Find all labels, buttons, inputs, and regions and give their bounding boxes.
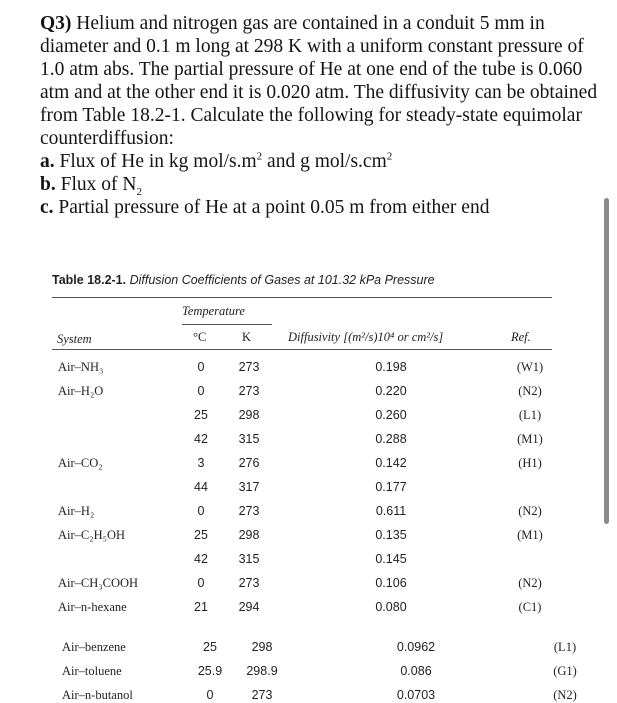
- cell-k: 273: [238, 384, 260, 398]
- cell-ref: (H1): [518, 456, 542, 470]
- table-caption: Table 18.2-1. Diffusion Coefficients of Gases at 101.32 kPa Pressure: [52, 273, 435, 287]
- cell-ref: (N2): [518, 384, 542, 398]
- cell-c: 42: [194, 552, 208, 566]
- cell-system: Air–CO₂: [58, 456, 103, 470]
- cell-system: Air–H₂O: [58, 384, 104, 398]
- cell-k: 273: [238, 576, 260, 590]
- cell-d: 0.177: [375, 480, 407, 494]
- cell-d: 0.611: [375, 504, 407, 518]
- cell-ref: (G1): [553, 664, 577, 678]
- cell-system: Air–toluene: [62, 664, 122, 678]
- cell-d: 0.0703: [396, 688, 436, 702]
- cell-c: 44: [194, 480, 208, 494]
- header-kelvin: K: [242, 330, 252, 344]
- header-bottom-rule: [52, 349, 552, 350]
- header-celsius: °C: [193, 330, 207, 344]
- cell-c: 25.9: [197, 664, 223, 678]
- cell-k: 298: [238, 528, 260, 542]
- cell-d: 0.080: [375, 600, 407, 614]
- cell-k: 273: [238, 504, 260, 518]
- cell-ref: (N2): [553, 688, 577, 702]
- cell-c: 0: [197, 504, 205, 518]
- cell-k: 276: [238, 456, 260, 470]
- cell-c: 0: [197, 576, 205, 590]
- cell-c: 0: [206, 688, 214, 702]
- question-body: Helium and nitrogen gas are contained in a conduit 5 mm in diameter and 0.1 m long at 298 K with a uniform constant pressure of 1.0 atm abs. The partial pressure of He at one end of the tube is 0.060 atm and at the other end it is 0.020 atm. The diffusivity can be obtained from Table 18.2-1. Calculate the following for steady-state equimolar counterdiffusion:: [40, 13, 598, 149]
- cell-ref: (M1): [517, 528, 543, 542]
- question-intro: [40, 12, 600, 150]
- cell-ref: (L1): [553, 640, 577, 654]
- cell-k: 298.9: [246, 664, 278, 678]
- cell-d: 0.220: [375, 384, 407, 398]
- cell-c: 3: [197, 456, 205, 470]
- cell-ref: (N2): [518, 576, 542, 590]
- cell-c: 0: [197, 384, 205, 398]
- cell-system: Air–benzene: [62, 640, 126, 654]
- cell-system: Air–NH₃: [58, 360, 104, 374]
- cell-d: 0.198: [375, 360, 407, 374]
- question-item-c: c. Partial pressure of He at a point 0.05 m from either end: [40, 197, 490, 218]
- cell-k: 298: [251, 640, 273, 654]
- cell-d: 0.135: [375, 528, 407, 542]
- cell-d: 0.142: [375, 456, 407, 470]
- question-item-a: a. Flux of He in kg mol/$s.m^2$ and g mol/$s.cm^2$: [40, 150, 393, 172]
- cell-d: 0.145: [375, 552, 407, 566]
- cell-ref: (C1): [518, 600, 542, 614]
- header-temperature: Temperature: [182, 304, 245, 318]
- cell-d: 0.086: [400, 664, 432, 678]
- cell-c: 0: [197, 360, 205, 374]
- cell-k: 294: [238, 600, 260, 614]
- cell-c: 25: [203, 640, 217, 654]
- cell-k: 315: [238, 552, 260, 566]
- cell-ref: (L1): [518, 408, 542, 422]
- cell-k: 273: [238, 360, 260, 374]
- temperature-rule: [182, 324, 272, 325]
- scrollbar[interactable]: [604, 198, 609, 524]
- cell-d: 0.0962: [396, 640, 436, 654]
- question-block: [40, 12, 600, 219]
- question-label: Q3): [40, 13, 72, 34]
- cell-ref: (W1): [516, 360, 544, 374]
- cell-k: 315: [238, 432, 260, 446]
- table-top-rule: [52, 297, 552, 298]
- header-system: System: [57, 332, 92, 346]
- cell-ref: (N2): [518, 504, 542, 518]
- cell-ref: (M1): [517, 432, 543, 446]
- cell-system: Air–H₂: [58, 504, 95, 518]
- cell-k: 317: [238, 480, 260, 494]
- cell-c: 25: [194, 408, 208, 422]
- cell-system: Air–n-hexane: [58, 600, 127, 614]
- cell-k: 298: [238, 408, 260, 422]
- cell-system: Air–CH₃COOH: [58, 576, 139, 590]
- cell-d: 0.288: [375, 432, 407, 446]
- header-diffusivity: Diffusivity [(m²/s)10⁴ or cm²/s]: [288, 330, 444, 344]
- cell-system: Air–n-butanol: [62, 688, 133, 702]
- header-ref: Ref.: [511, 330, 531, 344]
- cell-d: 0.260: [375, 408, 407, 422]
- question-item-b: b. Flux of $N_2$: [40, 174, 142, 198]
- cell-system: Air–C₂H₅OH: [58, 528, 126, 542]
- cell-c: 42: [194, 432, 208, 446]
- cell-c: 21: [194, 600, 208, 614]
- cell-d: 0.106: [375, 576, 407, 590]
- cell-k: 273: [251, 688, 273, 702]
- cell-c: 25: [194, 528, 208, 542]
